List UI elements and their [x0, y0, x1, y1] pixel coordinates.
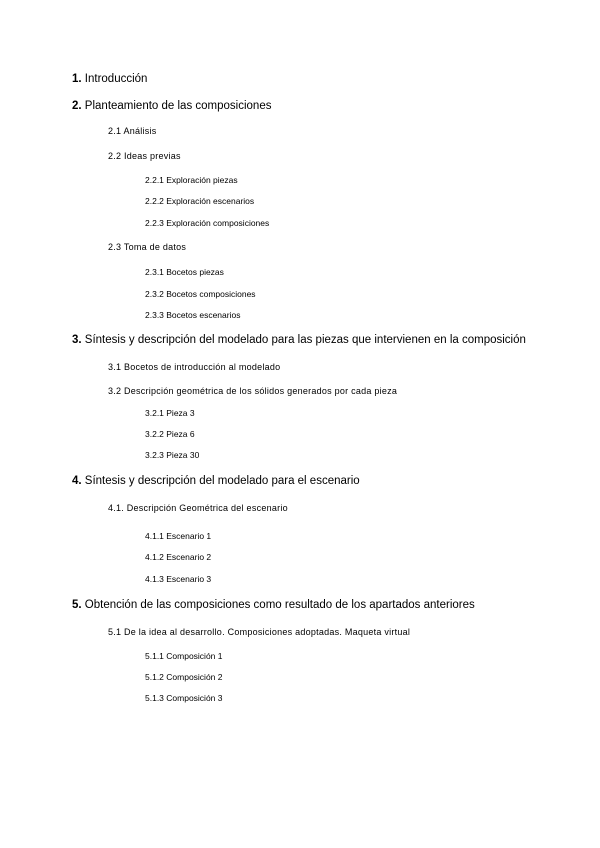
section-title: Síntesis y descripción del modelado para el escenario	[84, 475, 360, 487]
toc-section-3	[72, 335, 526, 347]
toc-subsection-2-3: 2.3 Toma de datos	[108, 242, 187, 252]
toc-item-2-2-2: 2.2.2 Exploración escenarios	[145, 196, 255, 206]
toc-subsection-2-1: 2.1 Análisis	[108, 126, 157, 136]
toc-section-2	[72, 101, 271, 113]
section-title: Planteamiento de las composiciones	[84, 100, 272, 112]
section-title: Síntesis y descripción del modelado para las piezas que intervienen en la composición	[84, 334, 526, 346]
toc-subsection-2-2: 2.2 Ideas previas	[108, 151, 181, 161]
toc-item-5-1-3: 5.1.3 Composición 3	[145, 693, 223, 703]
section-number: 4.	[72, 475, 82, 487]
toc-item-2-2-1: 2.2.1 Exploración piezas	[145, 175, 238, 185]
section-title: Introducción	[84, 73, 148, 85]
toc-item-3-2-3: 3.2.3 Pieza 30	[145, 450, 200, 460]
toc-item-3-2-2: 3.2.2 Pieza 6	[145, 429, 195, 439]
toc-section-5	[72, 600, 475, 612]
section-number: 3.	[72, 334, 82, 346]
toc-item-2-2-3: 2.2.3 Exploración composiciones	[145, 218, 270, 228]
toc-item-2-3-3: 2.3.3 Bocetos escenarios	[145, 310, 241, 320]
toc-subsection-5-1: 5.1 De la idea al desarrollo. Composiciones adoptadas. Maqueta virtual	[108, 627, 411, 637]
section-number: 1.	[72, 73, 82, 85]
toc-item-2-3-2: 2.3.2 Bocetos composiciones	[145, 289, 256, 299]
toc-item-3-2-1: 3.2.1 Pieza 3	[145, 408, 195, 418]
toc-item-4-1-3: 4.1.3 Escenario 3	[145, 574, 212, 584]
toc-item-5-1-1: 5.1.1 Composición 1	[145, 651, 223, 661]
toc-subsection-3-2: 3.2 Descripción geométrica de los sólidos generados por cada pieza	[108, 386, 398, 396]
toc-item-5-1-2: 5.1.2 Composición 2	[145, 672, 223, 682]
toc-section-1	[72, 74, 147, 86]
section-number: 2.	[72, 100, 82, 112]
section-number: 5.	[72, 599, 82, 611]
toc-item-4-1-1: 4.1.1 Escenario 1	[145, 531, 212, 541]
section-title: Obtención de las composiciones como resultado de los apartados anteriores	[84, 599, 475, 611]
toc-subsection-3-1: 3.1 Bocetos de introducción al modelado	[108, 362, 281, 372]
toc-section-4	[72, 476, 360, 488]
toc-subsection-4-1: 4.1. Descripción Geométrica del escenario	[108, 503, 288, 513]
toc-item-2-3-1: 2.3.1 Bocetos piezas	[145, 267, 224, 277]
toc-item-4-1-2: 4.1.2 Escenario 2	[145, 552, 212, 562]
